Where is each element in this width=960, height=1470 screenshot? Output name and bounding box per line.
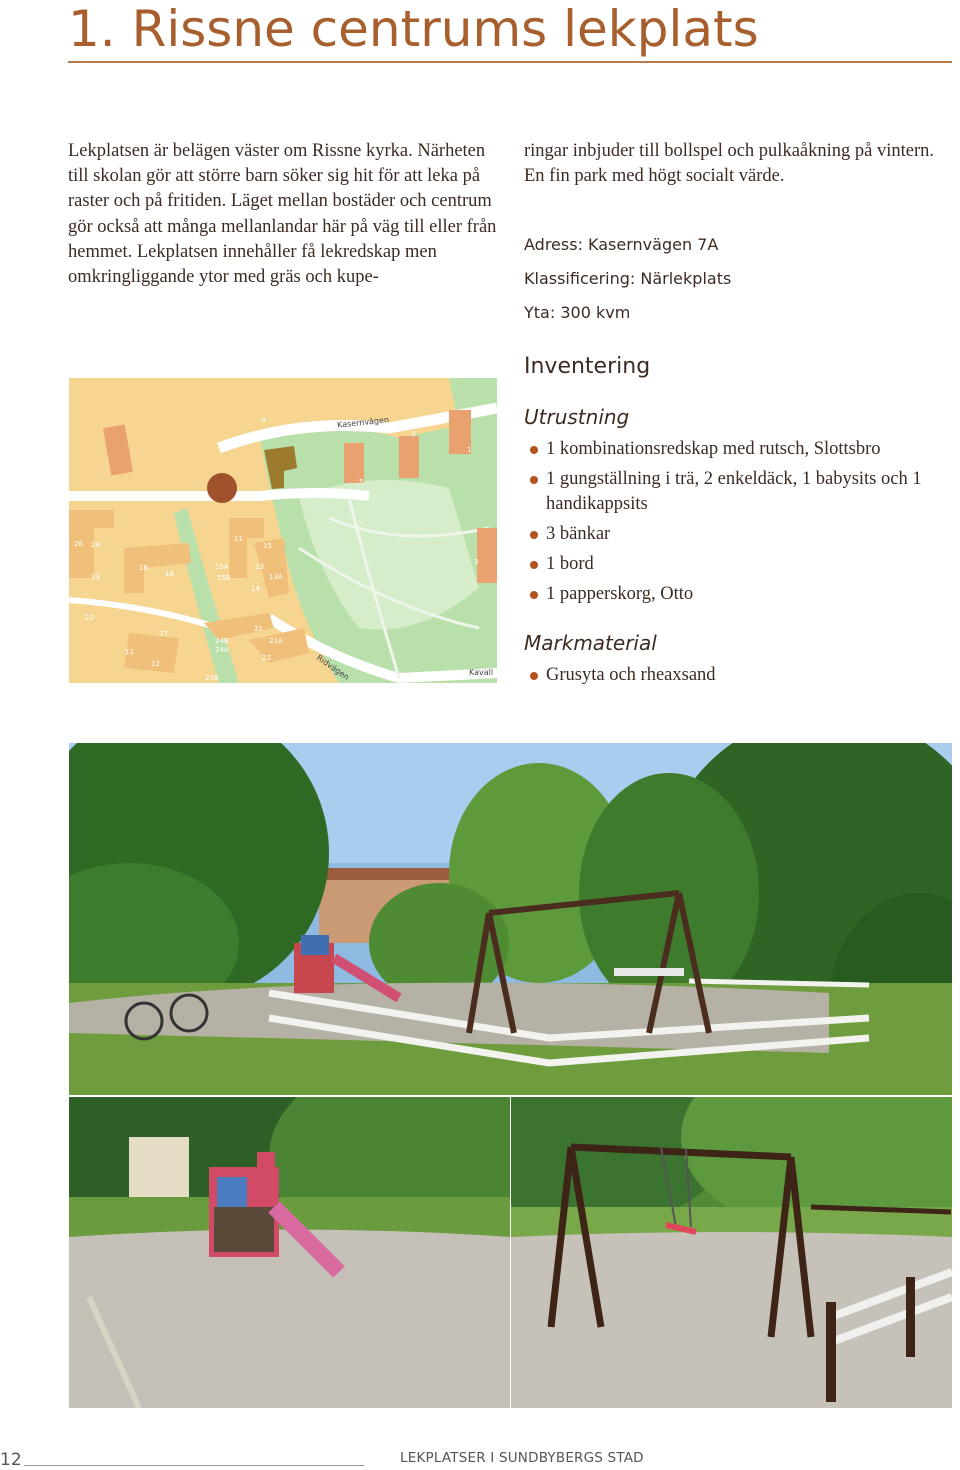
- map-street-label: Kavall: [469, 668, 494, 677]
- map-house-number: 11: [234, 535, 243, 543]
- list-item: 1 kombinationsredskap med rutsch, Slottsbro: [528, 437, 948, 462]
- map-house-number: 15A: [215, 563, 229, 571]
- map-house-number: 23: [91, 573, 100, 581]
- map-house-number: 1: [467, 446, 472, 454]
- map-house-number: 9: [261, 416, 266, 424]
- map-house-number: 15B: [217, 574, 231, 582]
- page-title: 1. Rissne centrums lekplats: [68, 0, 759, 58]
- bullet-icon: [530, 476, 538, 484]
- photo-graphic: [511, 1097, 952, 1408]
- area-text: Yta: 300 kvm: [524, 303, 631, 322]
- list-item: 1 gungställning i trä, 2 enkeldäck, 1 babysits och 1 handikappsits: [528, 467, 948, 517]
- map-house-number: 11: [125, 648, 134, 656]
- map-graphic: [69, 378, 497, 683]
- map-house-number: 22: [85, 614, 94, 622]
- ground-material-heading: Markmaterial: [524, 631, 657, 655]
- map-house-number: 14: [251, 585, 260, 593]
- equipment-list: [528, 437, 948, 612]
- map-house-number: 26: [74, 540, 83, 548]
- intro-text-right: ringar inbjuder till bollspel och pulkaåkning på vintern. En fin park med högt socialt värde.: [524, 141, 934, 187]
- map-house-number: 16: [139, 564, 148, 572]
- equipment-heading: Utrustning: [524, 405, 630, 429]
- playground-photo-wide: [69, 743, 952, 1095]
- list-item: Grusyta och rheaxsand: [528, 663, 948, 688]
- map-house-number: 24A: [215, 646, 229, 654]
- photo-graphic: [69, 1097, 510, 1408]
- bullet-icon: [530, 561, 538, 569]
- map-house-number: 24B: [215, 637, 229, 645]
- ground-material-list: [528, 663, 948, 693]
- bullet-icon: [530, 446, 538, 454]
- map-house-number: 23B: [205, 674, 219, 682]
- footer-publication-title: LEKPLATSER I SUNDBYBERGS STAD: [400, 1450, 644, 1466]
- page-number: 12: [0, 1450, 22, 1470]
- map-house-number: 5: [359, 478, 364, 486]
- bullet-icon: [530, 531, 538, 539]
- playground-photo-swings: [511, 1097, 952, 1408]
- title-divider: [68, 61, 952, 63]
- map-house-number: 13A: [269, 573, 283, 581]
- map-house-number: 15: [263, 542, 272, 550]
- list-item: 1 papperskorg, Otto: [528, 582, 948, 607]
- map-house-number: 3: [411, 430, 416, 438]
- intro-text-left: Lekplatsen är belägen väster om Rissne kyrka. Närheten till skolan gör att större barn söker sig hit för att leka på raster och på fritiden. Läget mellan bostäder och centrum gör också att många mellanlandar här på väg till eller från hemmet. Lekplatsen innehåller få lekredskap men omkringliggande ytor med gräs och kupe-: [68, 141, 497, 288]
- location-map: [69, 378, 497, 683]
- map-house-number: 18: [165, 570, 174, 578]
- map-house-number: 13: [255, 563, 264, 571]
- address-text: Adress: Kasernvägen 7A: [524, 235, 719, 254]
- map-house-number: 24: [91, 541, 100, 549]
- list-item: 1 bord: [528, 552, 948, 577]
- photo-graphic: [69, 743, 952, 1095]
- map-house-number: 7A: [239, 490, 250, 499]
- playground-photo-slide: [69, 1097, 510, 1408]
- bullet-icon: [530, 672, 538, 680]
- footer-divider: [24, 1465, 364, 1466]
- bullet-icon: [530, 591, 538, 599]
- map-house-number: 3: [474, 558, 479, 566]
- map-house-number: 12: [151, 660, 160, 668]
- map-street-label: Kasernvägen: [336, 415, 390, 430]
- map-street-label: Ridvägen: [314, 653, 351, 682]
- map-house-number: 21: [254, 625, 263, 633]
- map-house-number: 27: [159, 630, 168, 638]
- map-house-number: 21A: [269, 637, 283, 645]
- inventory-heading: Inventering: [524, 354, 651, 379]
- map-house-number: 22: [262, 654, 271, 662]
- list-item: 3 bänkar: [528, 522, 948, 547]
- classification-text: Klassificering: Närlekplats: [524, 269, 732, 288]
